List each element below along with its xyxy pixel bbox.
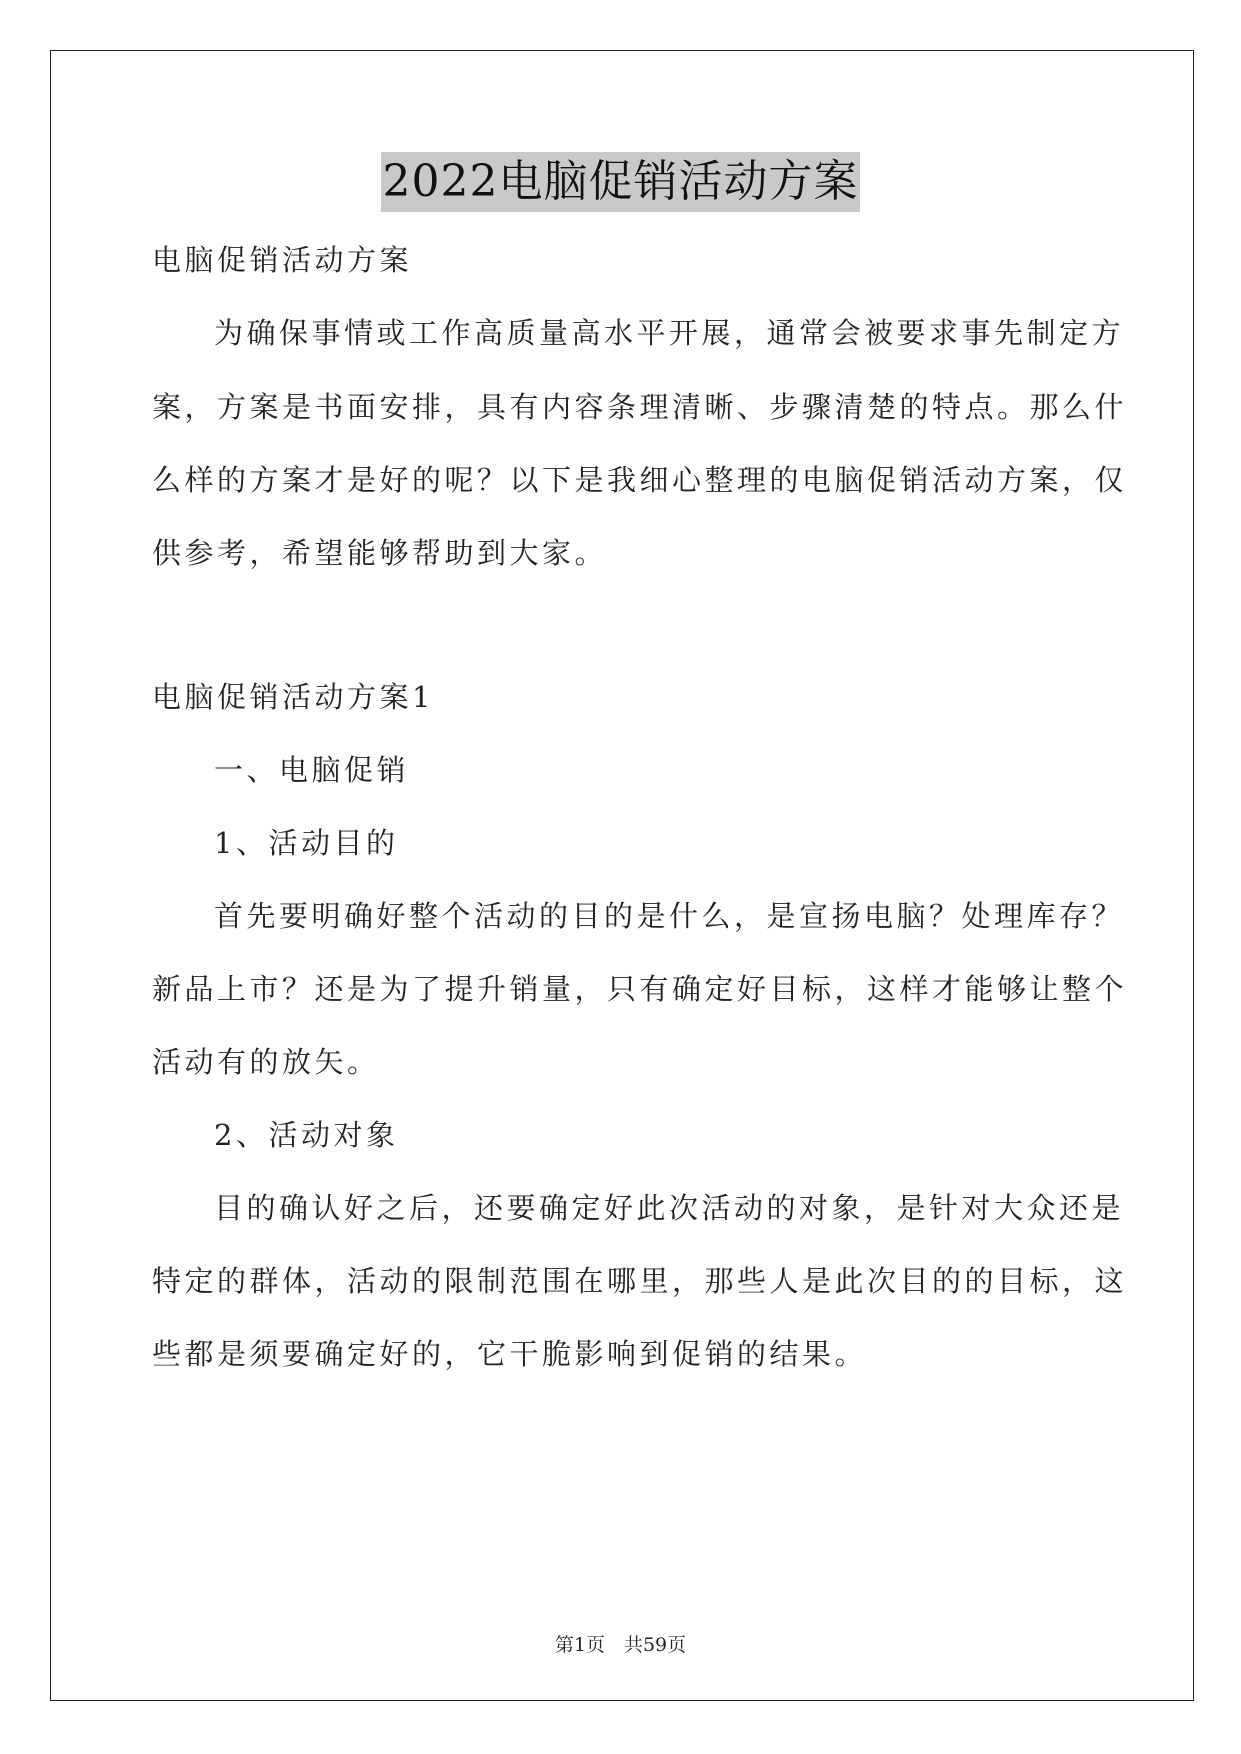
- item1-line-3: 活动有的放矢。: [152, 1045, 380, 1079]
- intro-line-2: 案，方案是书面安排，具有内容条理清晰、步骤清楚的特点。那么什: [152, 390, 1128, 424]
- item2-heading: 2、活动对象: [214, 1118, 399, 1152]
- item1-line-1: 首先要明确好整个活动的目的是什么，是宣扬电脑？处理库存？: [214, 899, 1125, 933]
- title-container: [0, 152, 1241, 212]
- subtitle: 电脑促销活动方案: [152, 243, 413, 277]
- intro-line-4: 供参考，希望能够帮助到大家。: [152, 536, 608, 570]
- intro-line-1: 为确保事情或工作高质量高水平开展，通常会被要求事先制定方: [214, 316, 1125, 350]
- part-heading: 一、电脑促销: [214, 753, 410, 787]
- item2-line-3: 些都是须要确定好的，它干脆影响到促销的结果。: [152, 1337, 868, 1371]
- page-footer: 第1页 共59页: [554, 1634, 687, 1656]
- item1-heading: 1、活动目的: [214, 826, 399, 860]
- document-title: 2022电脑促销活动方案: [381, 152, 861, 212]
- page-border: [50, 50, 1194, 1701]
- item2-line-2: 特定的群体，活动的限制范围在哪里，那些人是此次目的的目标，这: [152, 1264, 1128, 1298]
- intro-line-3: 么样的方案才是好的呢？以下是我细心整理的电脑促销活动方案，仅: [152, 463, 1128, 497]
- item2-line-1: 目的确认好之后，还要确定好此次活动的对象，是针对大众还是: [214, 1191, 1125, 1225]
- section-title: 电脑促销活动方案1: [152, 680, 434, 714]
- item1-line-2: 新品上市？还是为了提升销量，只有确定好目标，这样才能够让整个: [152, 972, 1128, 1006]
